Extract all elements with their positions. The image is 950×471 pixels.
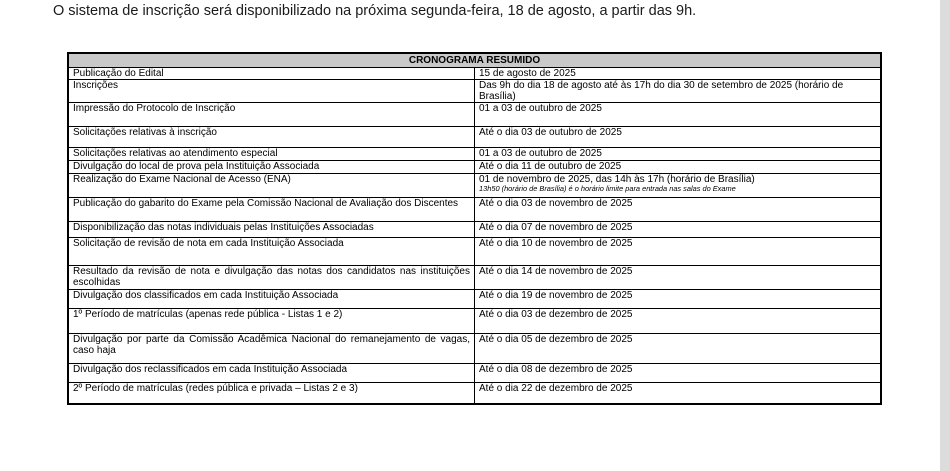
table-row [68, 334, 881, 364]
date-cell: Até o dia 03 de dezembro de 2025 [475, 309, 882, 334]
table-row [68, 266, 881, 290]
table-title: CRONOGRAMA RESUMIDO [68, 53, 881, 68]
event-cell: Resultado da revisão de nota e divulgação das notas dos candidatos nas instituições escolhidas [68, 266, 475, 290]
date-cell: Até o dia 03 de novembro de 2025 [475, 198, 882, 222]
date-cell: Até o dia 03 de outubro de 2025 [475, 127, 882, 148]
event-cell: Disponibilização das notas individuais pelas Instituições Associadas [68, 222, 475, 238]
table-row [68, 103, 881, 127]
event-cell: Solicitações relativas ao atendimento especial [68, 148, 475, 161]
date-cell: Até o dia 08 de dezembro de 2025 [475, 364, 882, 383]
date-cell: Até o dia 11 de outubro de 2025 [475, 161, 882, 174]
table-row [68, 127, 881, 148]
table-row [68, 174, 881, 198]
date-cell: Até o dia 05 de dezembro de 2025 [475, 334, 882, 364]
event-cell: Divulgação do local de prova pela Instituição Associada [68, 161, 475, 174]
event-cell: Impressão do Protocolo de Inscrição [68, 103, 475, 127]
event-cell: 1º Período de matrículas (apenas rede pública - Listas 1 e 2) [68, 309, 475, 334]
table-row [68, 161, 881, 174]
event-cell: Divulgação dos reclassificados em cada Instituição Associada [68, 364, 475, 383]
event-cell: Divulgação por parte da Comissão Acadêmica Nacional do remanejamento de vagas, caso haja [68, 334, 475, 364]
date-cell: Das 9h do dia 18 de agosto até às 17h do dia 30 de setembro de 2025 (horário de Brasília) [475, 80, 882, 103]
date-cell: 15 de agosto de 2025 [475, 68, 882, 80]
exam-entry-note: 13h50 (horário de Brasília) é o horário limite para entrada nas salas do Exame [479, 184, 736, 193]
event-cell: Solicitações relativas à inscrição [68, 127, 475, 148]
date-cell: Até o dia 19 de novembro de 2025 [475, 290, 882, 309]
date-cell: Até o dia 07 de novembro de 2025 [475, 222, 882, 238]
table-row [68, 238, 881, 266]
date-cell: Até o dia 14 de novembro de 2025 [475, 266, 882, 290]
event-cell: Solicitação de revisão de nota em cada Instituição Associada [68, 238, 475, 266]
event-cell: 2º Período de matrículas (redes pública e privada – Listas 2 e 3) [68, 383, 475, 404]
event-cell: Divulgação dos classificados em cada Instituição Associada [68, 290, 475, 309]
table-header-row [68, 53, 881, 68]
table-row [68, 364, 881, 383]
date-cell: 01 a 03 de outubro de 2025 [475, 148, 882, 161]
intro-text: O sistema de inscrição será disponibilizado na próxima segunda-feira, 18 de agosto, a partir das 9h. [53, 3, 697, 19]
table-row [68, 383, 881, 404]
event-cell: Publicação do Edital [68, 68, 475, 80]
date-cell: Até o dia 10 de novembro de 2025 [475, 238, 882, 266]
table-row [68, 309, 881, 334]
event-cell: Realização do Exame Nacional de Acesso (ENA) [68, 174, 475, 198]
table-row [68, 222, 881, 238]
table-row [68, 148, 881, 161]
event-cell: Inscrições [68, 80, 475, 103]
date-text: 01 de novembro de 2025, das 14h às 17h (horário de Brasília) [479, 174, 755, 185]
event-cell: Publicação do gabarito do Exame pela Comissão Nacional de Avaliação dos Discentes [68, 198, 475, 222]
date-cell [475, 174, 882, 198]
table-row [68, 198, 881, 222]
date-cell: Até o dia 22 de dezembro de 2025 [475, 383, 882, 404]
scroll-gutter [940, 0, 950, 471]
schedule-table [67, 52, 882, 405]
date-cell: 01 a 03 de outubro de 2025 [475, 103, 882, 127]
table-row [68, 290, 881, 309]
table-row [68, 80, 881, 103]
table-row [68, 68, 881, 80]
